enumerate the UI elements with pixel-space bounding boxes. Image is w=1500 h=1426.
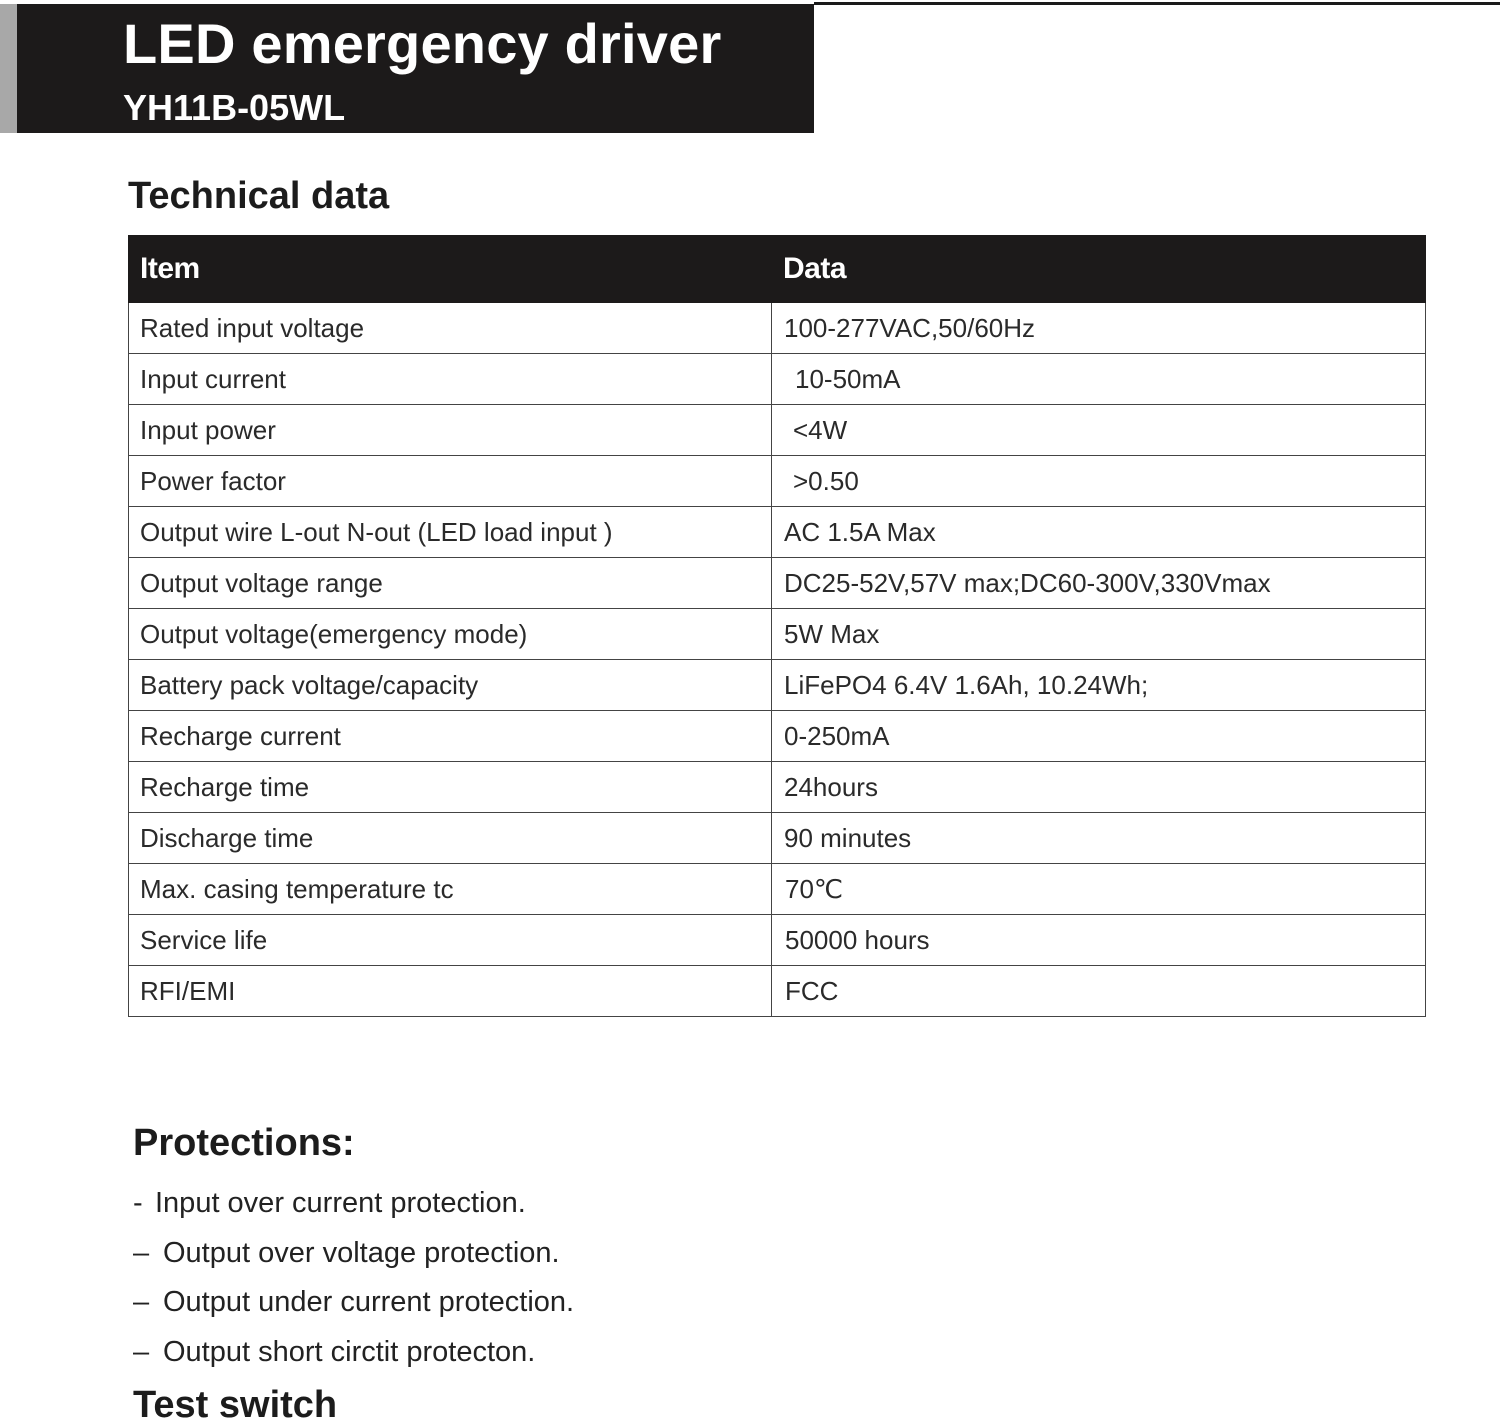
item-cell: Recharge current	[129, 711, 772, 762]
list-item: – Output over voltage protection.	[133, 1236, 560, 1269]
column-header-item: Item	[129, 236, 772, 303]
data-cell: 0-250mA	[772, 711, 1426, 762]
list-item: - Input over current protection.	[133, 1187, 526, 1219]
data-cell: <4W	[772, 405, 1426, 456]
list-item: – Output short circtit protecton.	[133, 1335, 536, 1368]
table-row	[129, 507, 1426, 558]
protection-text: Output over voltage protection.	[163, 1236, 560, 1269]
next-section-heading: Test switch	[133, 1384, 338, 1426]
table-row	[129, 864, 1426, 915]
protection-text: Input over current protection.	[155, 1187, 526, 1219]
table-header-row	[129, 236, 1426, 303]
item-cell: Input current	[129, 354, 772, 405]
data-cell: FCC	[772, 966, 1426, 1017]
data-cell: 90 minutes	[772, 813, 1426, 864]
item-cell: Max. casing temperature tc	[129, 864, 772, 915]
item-cell: Discharge time	[129, 813, 772, 864]
item-cell: RFI/EMI	[129, 966, 772, 1017]
item-cell: Power factor	[129, 456, 772, 507]
data-cell: 70℃	[772, 864, 1426, 915]
top-rule	[814, 2, 1500, 5]
item-cell: Rated input voltage	[129, 303, 772, 354]
data-cell: 50000 hours	[772, 915, 1426, 966]
table-row	[129, 813, 1426, 864]
data-cell: 24hours	[772, 762, 1426, 813]
table-row	[129, 609, 1426, 660]
item-cell: Service life	[129, 915, 772, 966]
page-title: LED emergency driver	[123, 12, 722, 75]
table-row	[129, 456, 1426, 507]
item-cell: Output voltage range	[129, 558, 772, 609]
item-cell: Input power	[129, 405, 772, 456]
table-row	[129, 762, 1426, 813]
model-number: YH11B-05WL	[123, 87, 346, 128]
header-band	[17, 4, 814, 133]
item-cell: Output wire L-out N-out (LED load input )	[129, 507, 772, 558]
data-cell: >0.50	[772, 456, 1426, 507]
data-cell: 5W Max	[772, 609, 1426, 660]
data-cell: AC 1.5A Max	[772, 507, 1426, 558]
table-row	[129, 354, 1426, 405]
data-cell: 100-277VAC,50/60Hz	[772, 303, 1426, 354]
table-row	[129, 558, 1426, 609]
header-accent-tab	[0, 4, 17, 133]
protection-text: Output under current protection.	[163, 1286, 575, 1318]
data-cell: LiFePO4 6.4V 1.6Ah, 10.24Wh;	[772, 660, 1426, 711]
item-cell: Recharge time	[129, 762, 772, 813]
column-header-data: Data	[772, 236, 1426, 303]
protections-list	[133, 1185, 574, 1383]
item-cell: Output voltage(emergency mode)	[129, 609, 772, 660]
list-item: – Output under current protection.	[133, 1286, 575, 1318]
protection-text: Output short circtit protecton.	[163, 1335, 536, 1368]
table-row	[129, 915, 1426, 966]
table-row	[129, 660, 1426, 711]
technical-data-table	[128, 235, 1426, 1017]
protections-heading: Protections:	[133, 1122, 355, 1164]
table-row	[129, 405, 1426, 456]
technical-data-heading: Technical data	[128, 175, 390, 217]
table-row	[129, 303, 1426, 354]
data-cell: 10-50mA	[772, 354, 1426, 405]
table-row	[129, 711, 1426, 762]
item-cell: Battery pack voltage/capacity	[129, 660, 772, 711]
table-row	[129, 966, 1426, 1017]
data-cell: DC25-52V,57V max;DC60-300V,330Vmax	[772, 558, 1426, 609]
